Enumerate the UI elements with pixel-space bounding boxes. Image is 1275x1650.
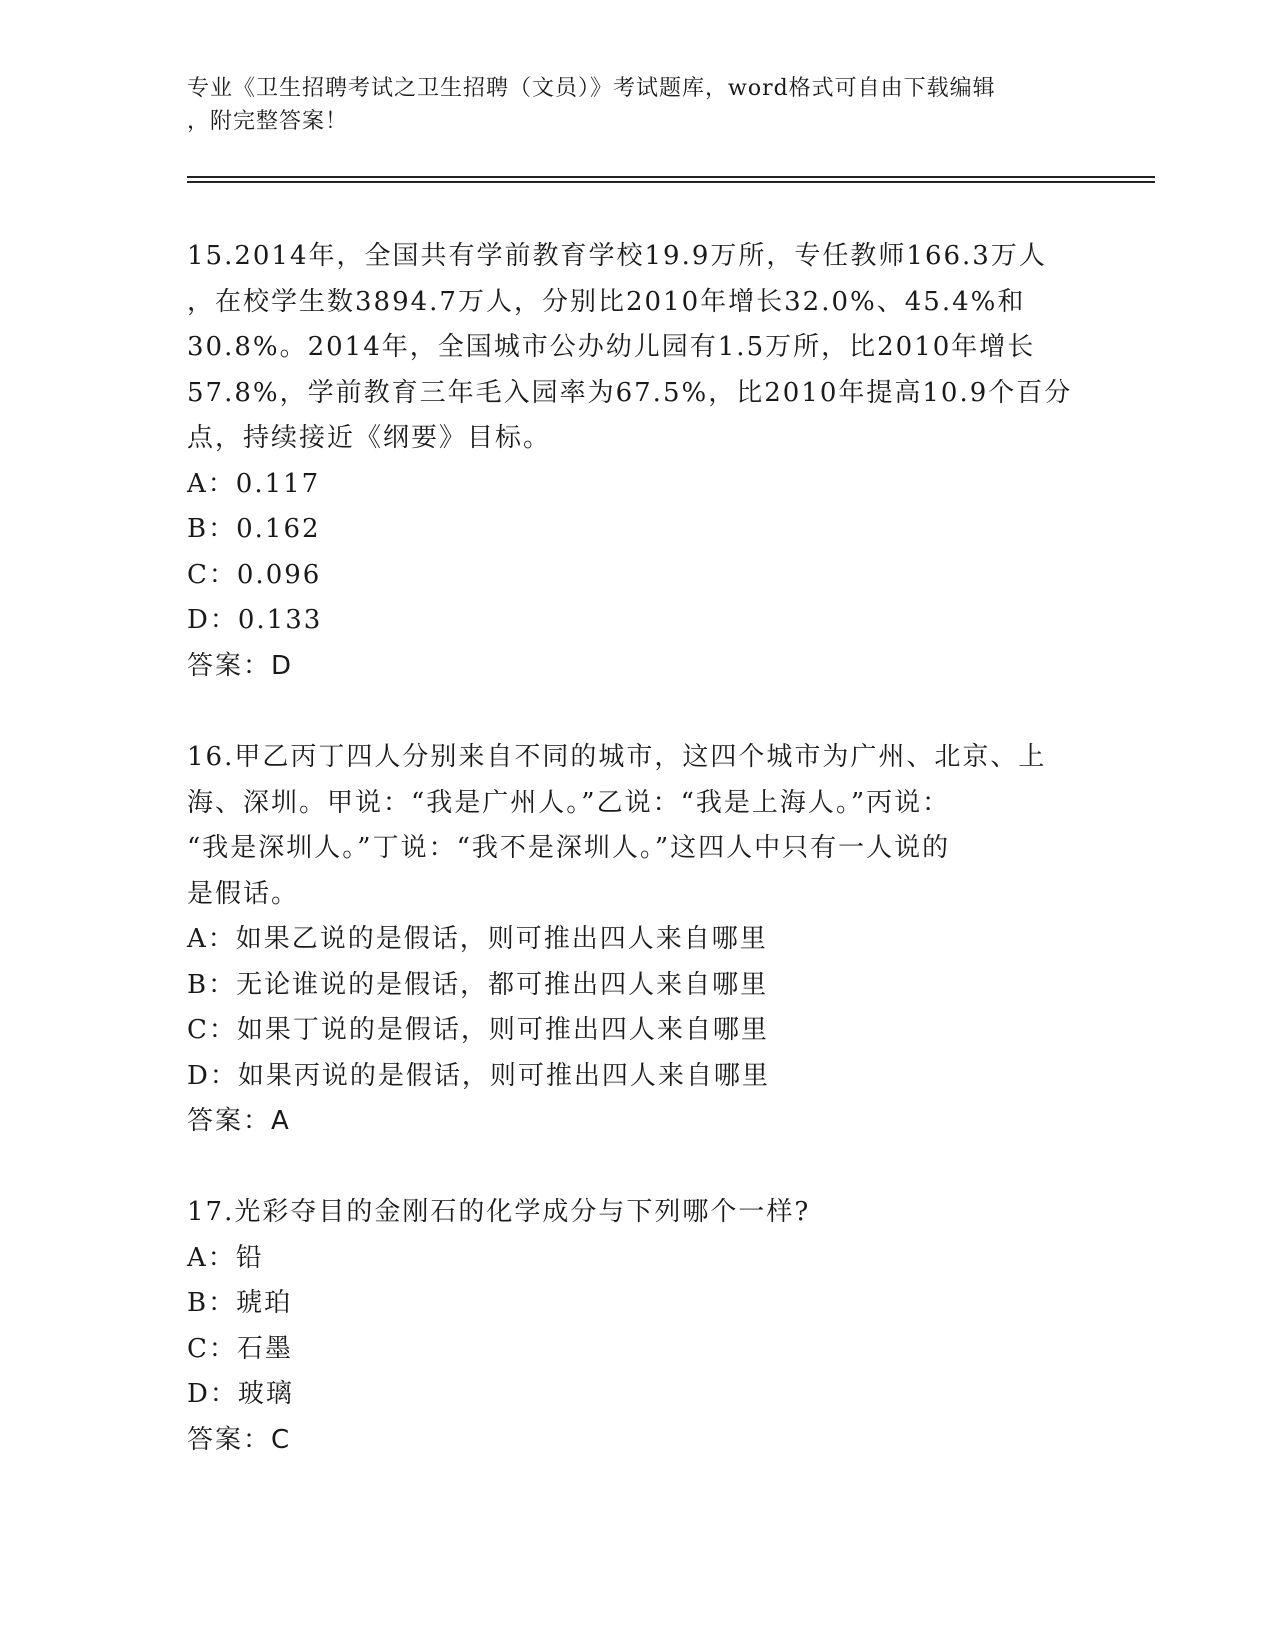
question-17 bbox=[187, 1190, 1087, 1463]
option-a: A：如果乙说的是假话，则可推出四人来自哪里 bbox=[187, 924, 768, 954]
option-b: B：琥珀 bbox=[187, 1288, 293, 1318]
option-c: C：石墨 bbox=[187, 1333, 293, 1364]
option-d: D：如果丙说的是假话，则可推出四人来自哪里 bbox=[187, 1060, 770, 1091]
option-a: A：铅 bbox=[187, 1242, 264, 1273]
header-divider-bottom bbox=[187, 181, 1155, 183]
option-b: B：无论谁说的是假话，都可推出四人来自哪里 bbox=[187, 969, 769, 1000]
option-c: C：如果丁说的是假话，则可推出四人来自哪里 bbox=[187, 1015, 769, 1045]
question-text-line: 海、深圳。甲说：“我是广州人。”乙说：“我是上海人。”丙说： bbox=[187, 787, 951, 818]
header-line-2: ，附完整答案！ bbox=[187, 109, 349, 134]
question-text-line: 是假话。 bbox=[187, 878, 300, 909]
question-15 bbox=[187, 234, 1087, 689]
question-text-line: ，在校学生数3894.7万人，分别比2010年增长32.0%、45.4%和 bbox=[187, 286, 1026, 317]
question-text-line: 17.光彩夺目的金刚石的化学成分与下列哪个一样? bbox=[187, 1197, 811, 1227]
header-divider-top bbox=[187, 176, 1155, 178]
answer-label: 答案：C bbox=[187, 1424, 292, 1455]
option-d: D：玻璃 bbox=[187, 1379, 294, 1409]
question-text-line: 30.8%。2014年，全国城市公办幼儿园有1.5万所，比2010年增长 bbox=[187, 332, 1036, 362]
option-c: C：0.096 bbox=[187, 559, 322, 590]
question-text-line: 15.2014年，全国共有学前教育学校19.9万所，专任教师166.3万人 bbox=[187, 241, 1047, 271]
answer-label: 答案：D bbox=[187, 650, 294, 681]
document-header bbox=[187, 72, 1087, 138]
answer-label: 答案：A bbox=[187, 1106, 291, 1136]
question-text-line: 16.甲乙丙丁四人分别来自不同的城市，这四个城市为广州、北京、上 bbox=[187, 742, 1047, 772]
option-d: D：0.133 bbox=[187, 605, 323, 635]
question-text-line: 点，持续接近《纲要》目标。 bbox=[187, 423, 552, 453]
question-text-line: “我是深圳人。”丁说：“我不是深圳人。”这四人中只有一人说的 bbox=[187, 833, 951, 863]
option-b: B：0.162 bbox=[187, 514, 321, 544]
option-a: A：0.117 bbox=[187, 468, 321, 499]
question-text-line: 57.8%，学前教育三年毛入园率为67.5%，比2010年提高10.9个百分 bbox=[187, 377, 1073, 408]
question-16 bbox=[187, 735, 1087, 1145]
header-line-1: 专业《卫生招聘考试之卫生招聘（文员）》考试题库，word格式可自由下载编辑 bbox=[187, 76, 996, 101]
